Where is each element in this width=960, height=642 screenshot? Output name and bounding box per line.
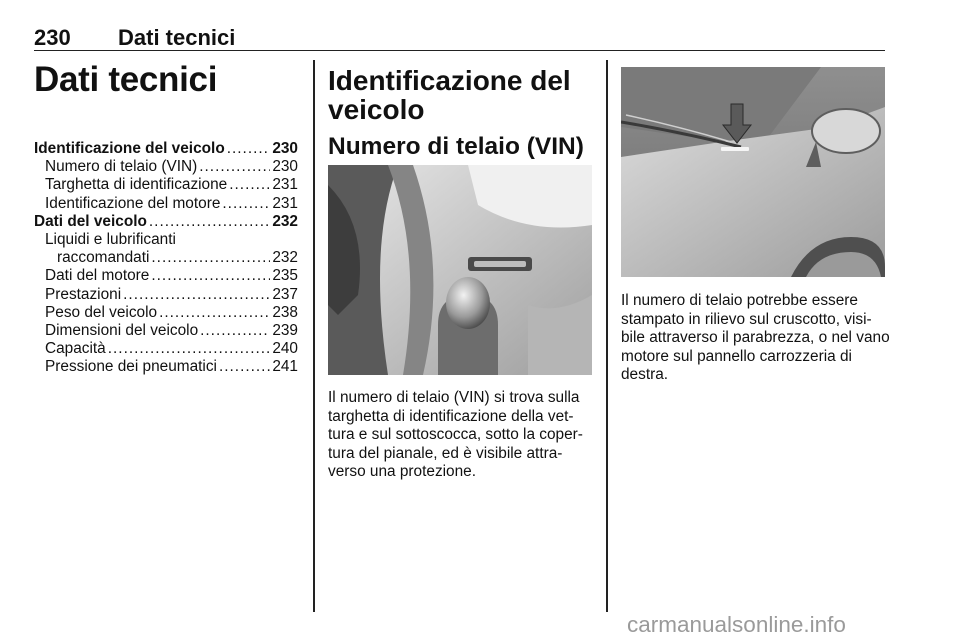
toc-entry-label: Liquidi e lubrificanti (45, 231, 176, 249)
toc-entry-label: Peso del veicolo (45, 303, 158, 321)
toc-leader-dots (108, 340, 271, 358)
toc-entry-link[interactable] (34, 195, 298, 213)
toc-page-number: 238 (272, 303, 298, 321)
toc-leader-dots (222, 195, 270, 213)
toc-entry-label: raccomandati (57, 249, 150, 267)
toc-page-number: 240 (272, 340, 298, 358)
toc-entry-label: Dati del motore (45, 267, 150, 285)
subsection-title: Numero di telaio (VIN) (328, 133, 584, 160)
toc-entry-link[interactable] (34, 358, 298, 376)
toc-page-number: 231 (272, 176, 298, 194)
toc-entry-label: Prestazioni (45, 285, 122, 303)
toc-entry-label: Numero di telaio (VIN) (45, 158, 198, 176)
toc-entry-label: Dati del veicolo (34, 212, 147, 230)
toc-page-number: 230 (272, 140, 298, 157)
column-divider (606, 60, 608, 612)
toc-page-number: 239 (272, 322, 298, 340)
toc-entry-label: Identificazione del motore (45, 194, 221, 212)
vin-windshield-photo (621, 67, 885, 277)
section-title-line: Identificazione del (328, 65, 571, 96)
toc-entry-label: Identificazione del veicolo (34, 140, 225, 157)
vin-windshield-paragraph: Il numero di telaio potrebbe essere stampato in rilievo sul cruscotto, visi-bile attraverso il parabrezza, o nel vano motore sul pannello carrozzeria di destra. (621, 292, 890, 383)
toc-entry-link[interactable] (34, 176, 298, 194)
toc-leader-dots (229, 176, 270, 194)
page-number: 230 (34, 25, 71, 50)
column-divider (313, 60, 315, 612)
toc-entry-link[interactable] (34, 322, 298, 340)
toc-leader-dots (159, 304, 270, 322)
toc-page-number: 232 (272, 249, 298, 267)
running-header (34, 16, 885, 51)
watermark: carmanualsonline.info (627, 612, 846, 637)
toc-section-link[interactable] (34, 213, 298, 231)
toc-leader-dots (151, 249, 270, 267)
toc-entry-label: Pressione dei pneumatici (45, 358, 217, 376)
toc-leader-dots (200, 322, 270, 340)
toc-page-number: 232 (272, 212, 298, 230)
toc-leader-dots (151, 267, 270, 285)
toc-entry-link[interactable] (34, 286, 298, 304)
toc-page-number: 235 (272, 267, 298, 285)
chapter-title: Dati tecnici (34, 60, 218, 99)
toc-entry-link[interactable] (34, 340, 298, 358)
vin-location-paragraph: Il numero di telaio (VIN) si trova sulla targhetta di identificazione della vet-tura e sul sottoscocca, sotto la coper-tura del pianale, ed è visibile attra-verso una protezione. (328, 389, 583, 480)
section-title (328, 66, 598, 124)
running-header-title: Dati tecnici (118, 25, 236, 50)
toc-leader-dots (227, 140, 271, 158)
toc-entry-label: Capacità (45, 340, 106, 358)
toc-leader-dots (149, 213, 270, 231)
toc-entry-link[interactable] (34, 249, 298, 267)
toc-leader-dots (219, 358, 270, 376)
toc-page-number: 237 (272, 285, 298, 303)
toc-leader-dots (123, 286, 270, 304)
toc-page-number: 241 (272, 358, 298, 376)
toc-leader-dots (199, 158, 270, 176)
section-title-line: veicolo (328, 94, 425, 125)
toc-entry-link[interactable] (34, 158, 298, 176)
toc-page-number: 230 (272, 158, 298, 176)
toc-entry-link[interactable] (34, 304, 298, 322)
vin-plate-interior-photo (328, 165, 592, 375)
toc-section-link[interactable] (34, 140, 298, 158)
table-of-contents (34, 140, 298, 377)
toc-entry-label: Dimensioni del veicolo (45, 322, 199, 340)
toc-entry-link[interactable] (34, 267, 298, 285)
toc-entry-label: Targhetta di identificazione (45, 176, 228, 194)
toc-page-number: 231 (272, 194, 298, 212)
